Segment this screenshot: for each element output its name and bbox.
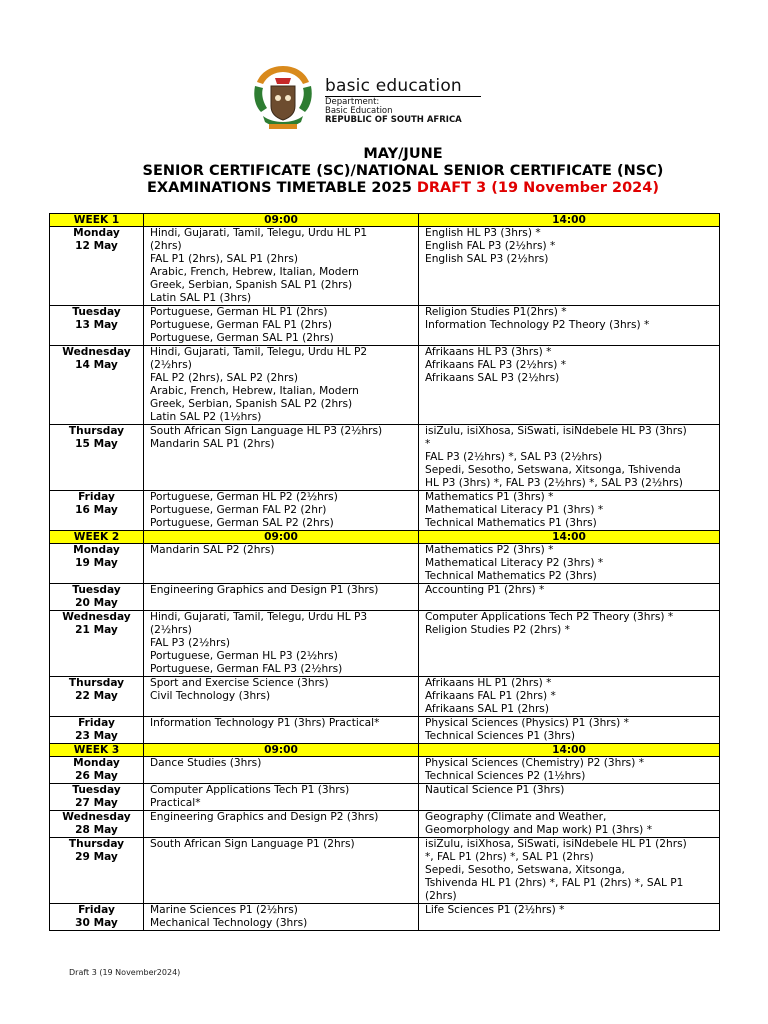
week-label: WEEK 1 [50, 214, 144, 227]
paper-line: isiZulu, isiXhosa, SiSwati, isiNdebele HL P1 (2hrs) [425, 838, 687, 850]
day-row [50, 717, 720, 744]
paper-line: Information Technology P1 (3hrs) Practical* [150, 717, 380, 729]
paper-line: Mathematics P1 (3hrs) * [425, 491, 554, 503]
afternoon-papers-cell [419, 784, 720, 811]
morning-papers-cell [144, 227, 419, 306]
paper-line: Mandarin SAL P2 (2hrs) [150, 544, 275, 556]
paper-line: Afrikaans FAL P1 (2hrs) * [425, 690, 556, 702]
day-cell [50, 491, 144, 531]
morning-session-time: 09:00 [144, 744, 419, 757]
paper-line: Geography (Climate and Weather, [425, 811, 607, 823]
day-date: 27 May [75, 797, 118, 809]
day-row [50, 306, 720, 346]
day-name: Thursday [68, 838, 125, 850]
morning-papers-cell [144, 677, 419, 717]
day-cell [50, 425, 144, 491]
morning-papers-cell [144, 491, 419, 531]
paper-line: Arabic, French, Hebrew, Italian, Modern [150, 266, 359, 278]
day-name: Thursday [68, 677, 125, 689]
afternoon-papers-cell [419, 227, 720, 306]
paper-line: Geomorphology and Map work) P1 (3hrs) * [425, 824, 652, 836]
paper-line: Religion Studies P2 (2hrs) * [425, 624, 570, 636]
afternoon-papers-cell [419, 717, 720, 744]
paper-line: Accounting P1 (2hrs) * [425, 584, 545, 596]
paper-line: Portuguese, German HL P2 (2½hrs) [150, 491, 338, 503]
paper-line: Computer Applications Tech P1 (3hrs) [150, 784, 350, 796]
paper-line: Physical Sciences (Physics) P1 (3hrs) * [425, 717, 629, 729]
afternoon-papers-cell [419, 811, 720, 838]
paper-line: Greek, Serbian, Spanish SAL P1 (2hrs) [150, 279, 353, 291]
week-header-row [50, 214, 720, 227]
day-name: Wednesday [62, 811, 131, 823]
title-certificate: SENIOR CERTIFICATE (SC)/NATIONAL SENIOR CERTIFICATE (NSC) [142, 163, 664, 179]
day-cell [50, 904, 144, 931]
day-cell [50, 306, 144, 346]
day-row [50, 584, 720, 611]
afternoon-papers-cell [419, 425, 720, 491]
afternoon-papers-cell [419, 904, 720, 931]
paper-line: (2hrs) [425, 890, 457, 902]
paper-line: Engineering Graphics and Design P2 (3hrs) [150, 811, 379, 823]
day-cell [50, 227, 144, 306]
paper-line: Portuguese, German FAL P1 (2hrs) [150, 319, 332, 331]
afternoon-session-time: 14:00 [419, 214, 720, 227]
day-name: Tuesday [72, 784, 121, 796]
draft-label: DRAFT 3 (19 November 2024) [416, 180, 659, 196]
paper-line: Portuguese, German FAL P3 (2½hrs) [150, 663, 343, 675]
paper-line: Afrikaans HL P3 (3hrs) * [425, 346, 552, 358]
paper-line: Portuguese, German HL P3 (2½hrs) [150, 650, 338, 662]
afternoon-papers-cell [419, 584, 720, 611]
paper-line: Greek, Serbian, Spanish SAL P2 (2hrs) [150, 398, 353, 410]
day-date: 21 May [75, 624, 118, 636]
paper-line: Portuguese, German HL P1 (2hrs) [150, 306, 328, 318]
day-date: 20 May [75, 597, 118, 609]
department-line: Basic Education [325, 106, 393, 116]
day-row [50, 677, 720, 717]
day-date: 26 May [75, 770, 118, 782]
day-row [50, 227, 720, 306]
paper-line: Arabic, French, Hebrew, Italian, Modern [150, 385, 359, 397]
paper-line: Afrikaans HL P1 (2hrs) * [425, 677, 552, 689]
afternoon-papers-cell [419, 757, 720, 784]
paper-line: Portuguese, German FAL P2 (2hr) [150, 504, 327, 516]
paper-line: Sport and Exercise Science (3hrs) [150, 677, 329, 689]
day-cell [50, 584, 144, 611]
afternoon-session-time: 14:00 [419, 744, 720, 757]
day-name: Thursday [68, 425, 125, 437]
morning-papers-cell [144, 757, 419, 784]
day-cell [50, 784, 144, 811]
day-name: Friday [78, 717, 115, 729]
paper-line: Marine Sciences P1 (2½hrs) [150, 904, 298, 916]
paper-line: Life Sciences P1 (2½hrs) * [425, 904, 565, 916]
paper-line: Engineering Graphics and Design P1 (3hrs) [150, 584, 379, 596]
paper-line: Latin SAL P2 (1½hrs) [150, 411, 262, 423]
paper-line: Dance Studies (3hrs) [150, 757, 262, 769]
paper-line: Technical Mathematics P1 (3hrs) [425, 517, 597, 529]
paper-line: Afrikaans FAL P3 (2½hrs) * [425, 359, 567, 371]
paper-line: * [425, 438, 431, 450]
day-cell [50, 544, 144, 584]
day-name: Monday [73, 757, 120, 769]
paper-line: FAL P1 (2hrs), SAL P1 (2hrs) [150, 253, 298, 265]
afternoon-papers-cell [419, 306, 720, 346]
exam-timetable [49, 213, 720, 931]
day-cell [50, 717, 144, 744]
morning-papers-cell [144, 306, 419, 346]
day-date: 15 May [75, 438, 118, 450]
day-row [50, 346, 720, 425]
title-timetable-text: EXAMINATIONS TIMETABLE 2025 [146, 180, 417, 196]
paper-line: Latin SAL P1 (3hrs) [150, 292, 252, 304]
paper-line: Religion Studies P1(2hrs) * [425, 306, 567, 318]
paper-line: Mechanical Technology (3hrs) [150, 917, 308, 929]
paper-line: Practical* [150, 797, 201, 809]
paper-line: *, FAL P1 (2hrs) *, SAL P1 (2hrs) [425, 851, 594, 863]
day-cell [50, 838, 144, 904]
morning-papers-cell [144, 904, 419, 931]
paper-line: HL P3 (3hrs) *, FAL P3 (2½hrs) *, SAL P3 (2½hrs) [425, 477, 683, 489]
paper-line: FAL P3 (2½hrs) [150, 637, 230, 649]
day-row [50, 811, 720, 838]
morning-papers-cell [144, 584, 419, 611]
paper-line: Sepedi, Sesotho, Setswana, Xitsonga, [425, 864, 625, 876]
day-name: Wednesday [62, 346, 131, 358]
morning-session-time: 09:00 [144, 531, 419, 544]
morning-papers-cell [144, 425, 419, 491]
department-country: REPUBLIC OF SOUTH AFRICA [325, 115, 462, 125]
day-cell [50, 677, 144, 717]
paper-line: FAL P2 (2hrs), SAL P2 (2hrs) [150, 372, 298, 384]
week-header-row [50, 744, 720, 757]
paper-line: Mathematical Literacy P1 (3hrs) * [425, 504, 604, 516]
morning-papers-cell [144, 811, 419, 838]
week-label: WEEK 3 [50, 744, 144, 757]
day-date: 19 May [75, 557, 118, 569]
paper-line: Mandarin SAL P1 (2hrs) [150, 438, 275, 450]
day-row [50, 784, 720, 811]
paper-line: English SAL P3 (2½hrs) [425, 253, 549, 265]
day-row [50, 838, 720, 904]
paper-line: Hindi, Gujarati, Tamil, Telegu, Urdu HL P2 [150, 346, 368, 358]
afternoon-papers-cell [419, 677, 720, 717]
afternoon-session-time: 14:00 [419, 531, 720, 544]
paper-line: South African Sign Language P1 (2hrs) [150, 838, 355, 850]
paper-line: FAL P3 (2½hrs) *, SAL P3 (2½hrs) [425, 451, 603, 463]
day-name: Monday [73, 227, 120, 239]
afternoon-papers-cell [419, 346, 720, 425]
day-row [50, 425, 720, 491]
day-row [50, 544, 720, 584]
day-name: Wednesday [62, 611, 131, 623]
paper-line: Civil Technology (3hrs) [150, 690, 271, 702]
morning-papers-cell [144, 784, 419, 811]
day-date: 22 May [75, 690, 118, 702]
day-cell [50, 757, 144, 784]
title-session: MAY/JUNE [363, 146, 443, 162]
day-date: 14 May [75, 359, 118, 371]
day-name: Friday [78, 491, 115, 503]
paper-line: (2hrs) [150, 240, 182, 252]
afternoon-papers-cell [419, 491, 720, 531]
day-date: 23 May [75, 730, 118, 742]
paper-line: (2½hrs) [150, 359, 192, 371]
paper-line: (2½hrs) [150, 624, 192, 636]
paper-line: Technical Sciences P2 (1½hrs) [425, 770, 586, 782]
day-date: 12 May [75, 240, 118, 252]
department-line: Department: [325, 97, 380, 107]
day-date: 16 May [75, 504, 118, 516]
day-name: Tuesday [72, 584, 121, 596]
department-logo [245, 58, 490, 136]
paper-line: Physical Sciences (Chemistry) P2 (3hrs) * [425, 757, 644, 769]
morning-papers-cell [144, 611, 419, 677]
paper-line: Information Technology P2 Theory (3hrs) * [425, 319, 650, 331]
paper-line: English FAL P3 (2½hrs) * [425, 240, 556, 252]
day-name: Monday [73, 544, 120, 556]
morning-papers-cell [144, 838, 419, 904]
paper-line: Tshivenda HL P1 (2hrs) *, FAL P1 (2hrs) *, SAL P1 [425, 877, 684, 889]
paper-line: Hindi, Gujarati, Tamil, Telegu, Urdu HL P3 [150, 611, 368, 623]
day-date: 29 May [75, 851, 118, 863]
day-name: Tuesday [72, 306, 121, 318]
paper-line: Mathematics P2 (3hrs) * [425, 544, 554, 556]
morning-papers-cell [144, 717, 419, 744]
document-title [0, 146, 768, 197]
footer-draft-note: Draft 3 (19 November2024) [69, 968, 181, 977]
day-row [50, 904, 720, 931]
paper-line: Portuguese, German SAL P1 (2hrs) [150, 332, 334, 344]
day-name: Friday [78, 904, 115, 916]
afternoon-papers-cell [419, 544, 720, 584]
week-label: WEEK 2 [50, 531, 144, 544]
day-cell [50, 611, 144, 677]
brand-name: basic education [325, 76, 462, 96]
day-date: 13 May [75, 319, 118, 331]
paper-line: Portuguese, German SAL P2 (2hrs) [150, 517, 334, 529]
morning-papers-cell [144, 346, 419, 425]
day-cell [50, 346, 144, 425]
paper-line: Afrikaans SAL P1 (2hrs) [425, 703, 549, 715]
day-row [50, 757, 720, 784]
week-header-row [50, 531, 720, 544]
paper-line: South African Sign Language HL P3 (2½hrs) [150, 425, 383, 437]
paper-line: Nautical Science P1 (3hrs) [425, 784, 565, 796]
day-date: 30 May [75, 917, 118, 929]
paper-line: Computer Applications Tech P2 Theory (3hrs) * [425, 611, 674, 623]
day-cell [50, 811, 144, 838]
day-row [50, 491, 720, 531]
paper-line: Technical Sciences P1 (3hrs) [425, 730, 576, 742]
afternoon-papers-cell [419, 611, 720, 677]
paper-line: Technical Mathematics P2 (3hrs) [425, 570, 597, 582]
day-date: 28 May [75, 824, 118, 836]
paper-line: Afrikaans SAL P3 (2½hrs) [425, 372, 560, 384]
paper-line: isiZulu, isiXhosa, SiSwati, isiNdebele HL P3 (3hrs) [425, 425, 687, 437]
afternoon-papers-cell [419, 838, 720, 904]
paper-line: Hindi, Gujarati, Tamil, Telegu, Urdu HL P1 [150, 227, 368, 239]
day-row [50, 611, 720, 677]
paper-line: English HL P3 (3hrs) * [425, 227, 541, 239]
morning-papers-cell [144, 544, 419, 584]
morning-session-time: 09:00 [144, 214, 419, 227]
title-timetable [0, 180, 768, 197]
paper-line: Mathematical Literacy P2 (3hrs) * [425, 557, 604, 569]
paper-line: Sepedi, Sesotho, Setswana, Xitsonga, Tshivenda [425, 464, 681, 476]
coat-of-arms-icon [249, 62, 317, 134]
